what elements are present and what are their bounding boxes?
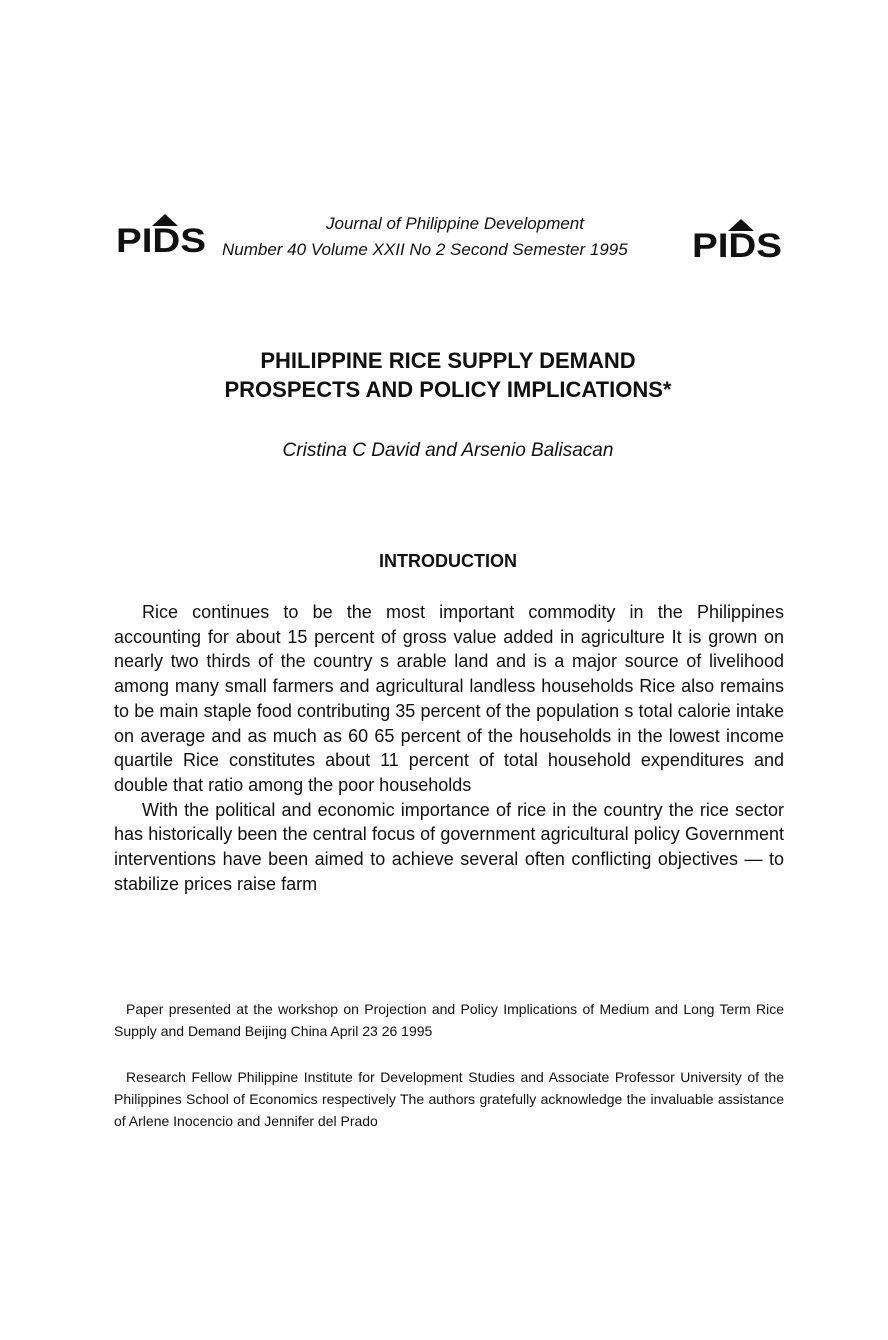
pids-logo-icon <box>690 217 786 265</box>
article-title-line-2: PROSPECTS AND POLICY IMPLICATIONS* <box>224 377 672 402</box>
footnote-1-text: Paper presented at the workshop on Projection and Policy Implications of Medium and Long Term Rice Supply and Demand Beijing China April 23 26 1995 <box>114 1001 784 1039</box>
introduction-paragraph-2: With the political and economic importance of rice in the country the rice sector has historically been the central focus of government agricultural policy Government interventions have been aimed to achieve several often conflicting objectives — to stabilize prices raise farm <box>114 799 784 894</box>
journal-issue-line: Number 40 Volume XXII No 2 Second Semester 1995 <box>222 240 628 259</box>
section-heading-introduction: INTRODUCTION <box>379 551 517 571</box>
introduction-paragraph-1: Rice continues to be the most important commodity in the Philippines accounting for about 15 percent of gross value added in agriculture It is grown on nearly two thirds of the country s arable land and is a major source of livelihood among many small farmers and agricultural landless households Rice also remains to be main staple food contributing 35 percent of the population s total calorie intake on average and as much as 60 65 percent of the households in the lowest income quartile Rice constitutes about 11 percent of total household expenditures and double that ratio among the poor households <box>114 602 784 795</box>
pids-logo-right <box>690 217 786 265</box>
footnote-2-text: Research Fellow Philippine Institute for Development Studies and Associate Professor University of the Philippines School of Economics respectively The authors gratefully acknowledge the invaluable assistance of Arlene Inocencio and Jennifer del Prado <box>114 1069 784 1129</box>
journal-name: Journal of Philippine Development <box>326 214 584 233</box>
footnote-2 <box>114 1066 784 1132</box>
article-authors: Cristina C David and Arsenio Balisacan <box>282 440 614 461</box>
pids-logo-text: PIDS <box>692 227 782 265</box>
article-title-line-1: PHILIPPINE RICE SUPPLY DEMAND <box>260 348 636 373</box>
pids-logo-icon <box>114 210 210 258</box>
pids-logo-text: PIDS <box>116 222 206 258</box>
introduction-body <box>114 600 784 896</box>
footnote-1 <box>114 998 784 1042</box>
pids-logo-left <box>114 210 210 258</box>
article-title <box>120 346 776 404</box>
